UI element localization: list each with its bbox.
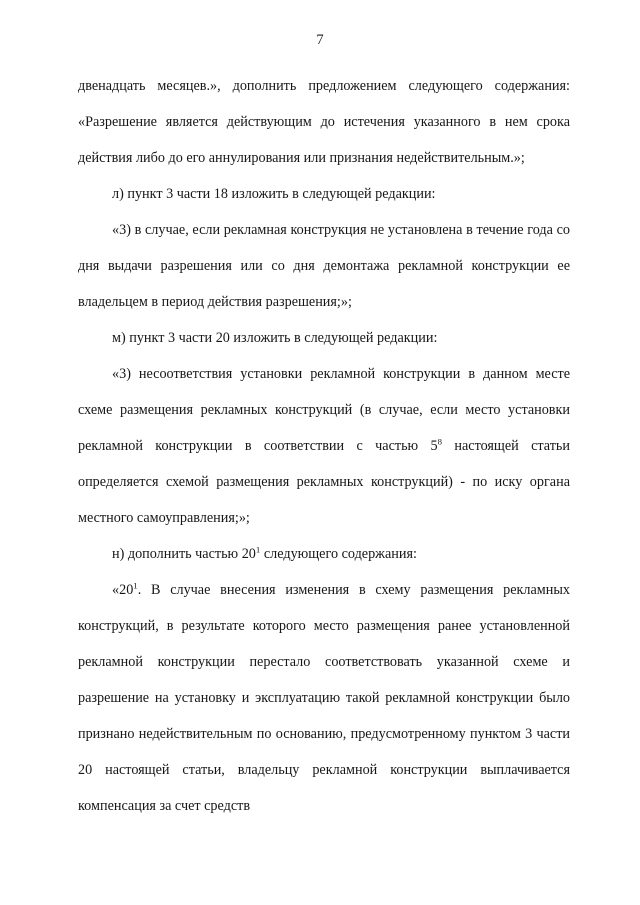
paragraph: двенадцать месяцев.», дополнить предложением следующего содержания: «Разрешение является действующим до истечения указанного в нем срока действия либо до его аннулирования или признания недействительным.»; [78,78,570,166]
paragraph: «3) несоответствия установки рекламной конструкции в данном месте схеме размещения рекламных конструкций (в случае, если место установки рекламной конструкции в соответствии с частью $5^8$ настоящей статьи определяется схемой размещения рекламных конструкций) - по иску органа местного самоуправления;»; [78,366,570,526]
page-number: 7 [316,32,324,48]
paragraph: л) пункт 3 части 18 изложить в следующей редакции: [112,186,436,202]
paragraph: н) дополнить частью $20^1$ следующего содержания: [112,544,417,562]
paragraph: «$20^1$. В случае внесения изменения в схему размещения рекламных конструкций, в результате которого место размещения ранее установленной рекламной конструкции перестало соответствовать указанной схеме и разрешение на установку и эксплуатацию такой рекламной конструкции было признано недействительным по основанию, предусмотренному пунктом 3 части 20 настоящей статьи, владельцу рекламной конструкции выплачивается компенсация за счет средств [78,580,570,814]
document-body [78,68,570,824]
paragraph: м) пункт 3 части 20 изложить в следующей редакции: [112,330,438,346]
paragraph: «3) в случае, если рекламная конструкция не установлена в течение года со дня выдачи разрешения или со дня демонтажа рекламной конструкции ее владельцем в период действия разрешения;»; [78,222,570,310]
